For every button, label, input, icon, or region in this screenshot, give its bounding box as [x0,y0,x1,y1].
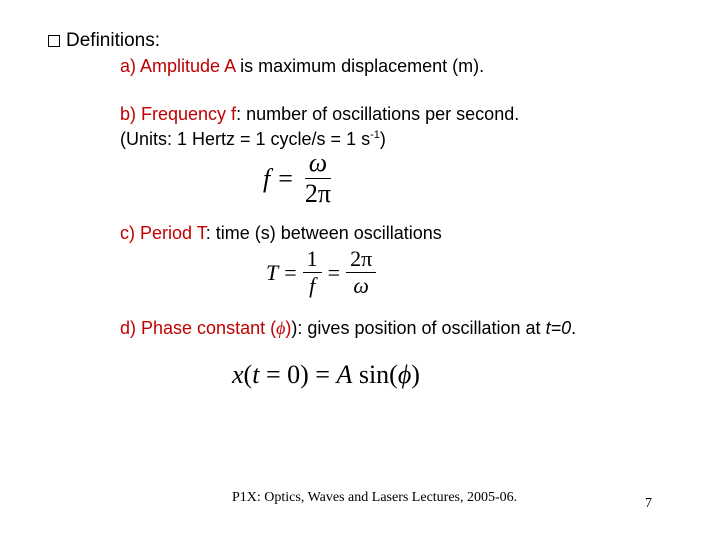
units-prefix: (Units: 1 Hertz = 1 cycle/s = 1 s [120,129,371,149]
eq-phase-A: A [336,360,353,389]
frequency-label: b) Frequency f [120,104,237,124]
phase-end: . [571,318,577,338]
eq-phase-open: ( [243,360,253,389]
eq-period-fraction-1 [303,248,322,297]
eq-phase-phi: ϕ [397,360,412,389]
eq-freq-lhs: f [263,163,271,193]
eq-freq-denominator: 2π [304,179,332,208]
footer-text: P1X: Optics, Waves and Lasers Lectures, 2005-06. [232,490,518,505]
definition-period [120,223,442,244]
amplitude-label: a) Amplitude A [120,56,236,76]
eq-period-fraction-2 [346,248,376,297]
eq-period-lhs: T [266,259,279,285]
period-text: : time (s) between oscillations [205,223,442,243]
eq-period-numerator-2: 2π [346,248,376,273]
definition-frequency [120,104,519,125]
units-line [120,129,386,150]
heading-text: Definitions: [66,30,160,51]
eq-freq-fraction [301,150,335,207]
definition-amplitude [120,56,484,77]
eq-period-equals-1: = [284,259,297,285]
eq-freq-equals: = [278,163,293,193]
definition-phase: d) Phase constant (ϕ)): gives position of oscillation at t=0. [120,318,577,338]
phase-t0: t=0 [545,318,572,338]
phase-equation [232,360,420,390]
phase-label: d) Phase constant ( [120,318,277,338]
eq-period-equals-2: = [327,259,341,285]
units-superscript: -1 [370,129,380,141]
eq-phase-t: t [252,360,260,389]
eq-phase-close: ) [411,360,420,389]
eq-phase-eq: = 0) = [259,360,337,389]
units-suffix: ) [379,129,386,149]
phase-symbol: ϕ [276,318,286,338]
frequency-equation [263,150,335,207]
eq-period-denominator-1: f [309,273,316,298]
eq-phase-sin: sin( [358,360,398,389]
frequency-text: : number of oscillations per second. [236,104,520,124]
eq-period-numerator-1: 1 [303,248,322,273]
square-bullet-icon [48,35,60,47]
page-number: 7 [645,496,652,511]
eq-period-denominator-2: ω [353,273,369,298]
eq-freq-numerator: ω [305,150,331,179]
slide-heading [48,30,160,52]
phase-text: ): gives position of oscillation at [291,318,546,338]
period-equation [266,248,376,297]
eq-phase-x: x [232,360,244,389]
period-label: c) Period T [120,223,206,243]
amplitude-text: is maximum displacement (m). [235,56,485,76]
